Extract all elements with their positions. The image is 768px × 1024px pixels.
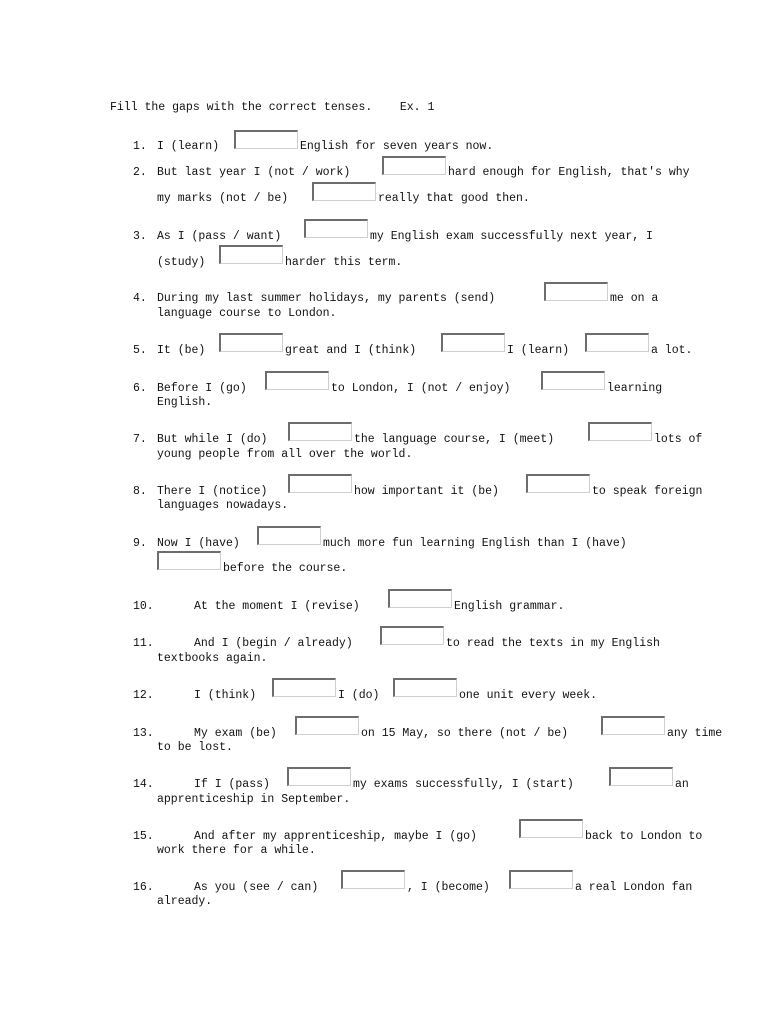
item-text: my English exam successfully next year, I bbox=[370, 230, 653, 243]
item-text: already. bbox=[157, 895, 213, 908]
gap-input-16a[interactable] bbox=[341, 870, 405, 889]
gap-input-8b[interactable] bbox=[526, 474, 590, 493]
item-text: to be lost. bbox=[157, 741, 233, 754]
item-text: But while I (do) bbox=[157, 433, 268, 446]
item-text: young people from all over the world. bbox=[157, 448, 413, 461]
item-text: my marks (not / be) bbox=[157, 192, 289, 205]
item-text: me on a bbox=[610, 292, 659, 305]
item-text: I (think) bbox=[194, 689, 257, 702]
item-text: on 15 May, so there (not / be) bbox=[361, 727, 569, 740]
item-text: Now I (have) bbox=[157, 537, 240, 550]
item-text: (study) bbox=[157, 256, 206, 269]
item-text: During my last summer holidays, my parents (send) bbox=[157, 292, 496, 305]
gap-input-9a[interactable] bbox=[257, 526, 321, 545]
item-text: languages nowadays. bbox=[157, 499, 289, 512]
gap-input-14b[interactable] bbox=[609, 767, 673, 786]
gap-input-5b[interactable] bbox=[441, 333, 505, 352]
item-text: to speak foreign bbox=[592, 485, 703, 498]
gap-input-7a[interactable] bbox=[288, 422, 352, 441]
item-text: , I (become) bbox=[407, 881, 490, 894]
gap-input-15[interactable] bbox=[519, 819, 583, 838]
item-text: And I (begin / already) bbox=[194, 637, 353, 650]
gap-input-10[interactable] bbox=[388, 589, 452, 608]
item-text: my exams successfully, I (start) bbox=[353, 778, 574, 791]
item-text: a lot. bbox=[651, 344, 693, 357]
item-text: I (do) bbox=[338, 689, 380, 702]
gap-input-12a[interactable] bbox=[272, 678, 336, 697]
item-number: 5. bbox=[133, 344, 147, 357]
item-text: At the moment I (revise) bbox=[194, 600, 360, 613]
gap-input-2b[interactable] bbox=[312, 182, 376, 201]
item-number: 15. bbox=[133, 830, 154, 843]
item-text: before the course. bbox=[223, 562, 348, 575]
gap-input-3a[interactable] bbox=[304, 219, 368, 238]
item-text: As you (see / can) bbox=[194, 881, 319, 894]
gap-input-5c[interactable] bbox=[585, 333, 649, 352]
exercise-heading: Fill the gaps with the correct tenses. Ex. 1 bbox=[110, 101, 435, 114]
gap-input-6b[interactable] bbox=[541, 371, 605, 390]
gap-input-6a[interactable] bbox=[265, 371, 329, 390]
item-text: I (learn) bbox=[507, 344, 570, 357]
item-text: a real London fan bbox=[575, 881, 693, 894]
item-text: English for seven years now. bbox=[300, 140, 494, 153]
item-text: Before I (go) bbox=[157, 382, 247, 395]
item-number: 12. bbox=[133, 689, 154, 702]
item-text: textbooks again. bbox=[157, 652, 268, 665]
item-text: to read the texts in my English bbox=[446, 637, 660, 650]
gap-input-2a[interactable] bbox=[382, 156, 446, 175]
item-number: 3. bbox=[133, 230, 147, 243]
item-text: much more fun learning English than I (have) bbox=[323, 537, 627, 550]
item-text: And after my apprenticeship, maybe I (go) bbox=[194, 830, 477, 843]
gap-input-12b[interactable] bbox=[393, 678, 457, 697]
item-number: 11. bbox=[133, 637, 154, 650]
item-number: 13. bbox=[133, 727, 154, 740]
item-number: 7. bbox=[133, 433, 147, 446]
item-text: As I (pass / want) bbox=[157, 230, 282, 243]
item-text: But last year I (not / work) bbox=[157, 166, 351, 179]
gap-input-13b[interactable] bbox=[601, 716, 665, 735]
gap-input-14a[interactable] bbox=[287, 767, 351, 786]
item-number: 2. bbox=[133, 166, 147, 179]
item-text: harder this term. bbox=[285, 256, 403, 269]
item-text: learning bbox=[607, 382, 663, 395]
item-text: really that good then. bbox=[378, 192, 530, 205]
item-text: language course to London. bbox=[157, 307, 337, 320]
item-number: 10. bbox=[133, 600, 154, 613]
item-text: lots of bbox=[654, 433, 703, 446]
item-text: to London, I (not / enjoy) bbox=[331, 382, 511, 395]
item-number: 14. bbox=[133, 778, 154, 791]
gap-input-13a[interactable] bbox=[295, 716, 359, 735]
gap-input-11[interactable] bbox=[380, 626, 444, 645]
gap-input-1[interactable] bbox=[234, 130, 298, 149]
item-number: 1. bbox=[133, 140, 147, 153]
item-number: 6. bbox=[133, 382, 147, 395]
item-text: It (be) bbox=[157, 344, 206, 357]
item-text: how important it (be) bbox=[354, 485, 499, 498]
item-text: great and I (think) bbox=[285, 344, 417, 357]
item-text: I (learn) bbox=[157, 140, 220, 153]
item-text: the language course, I (meet) bbox=[354, 433, 555, 446]
gap-input-4[interactable] bbox=[544, 282, 608, 301]
item-text: back to London to bbox=[585, 830, 703, 843]
item-text: If I (pass) bbox=[194, 778, 270, 791]
item-number: 16. bbox=[133, 881, 154, 894]
item-text: hard enough for English, that's why bbox=[448, 166, 690, 179]
item-text: apprenticeship in September. bbox=[157, 793, 351, 806]
gap-input-9b[interactable] bbox=[157, 551, 221, 570]
item-number: 8. bbox=[133, 485, 147, 498]
gap-input-3b[interactable] bbox=[219, 245, 283, 264]
gap-input-7b[interactable] bbox=[588, 422, 652, 441]
item-text: any time bbox=[667, 727, 723, 740]
item-text: an bbox=[675, 778, 689, 791]
item-text: My exam (be) bbox=[194, 727, 277, 740]
item-number: 4. bbox=[133, 292, 147, 305]
item-number: 9. bbox=[133, 537, 147, 550]
item-text: There I (notice) bbox=[157, 485, 268, 498]
gap-input-5a[interactable] bbox=[219, 333, 283, 352]
gap-input-16b[interactable] bbox=[509, 870, 573, 889]
item-text: English. bbox=[157, 396, 213, 409]
item-text: work there for a while. bbox=[157, 844, 316, 857]
item-text: English grammar. bbox=[454, 600, 565, 613]
item-text: one unit every week. bbox=[459, 689, 598, 702]
gap-input-8a[interactable] bbox=[288, 474, 352, 493]
